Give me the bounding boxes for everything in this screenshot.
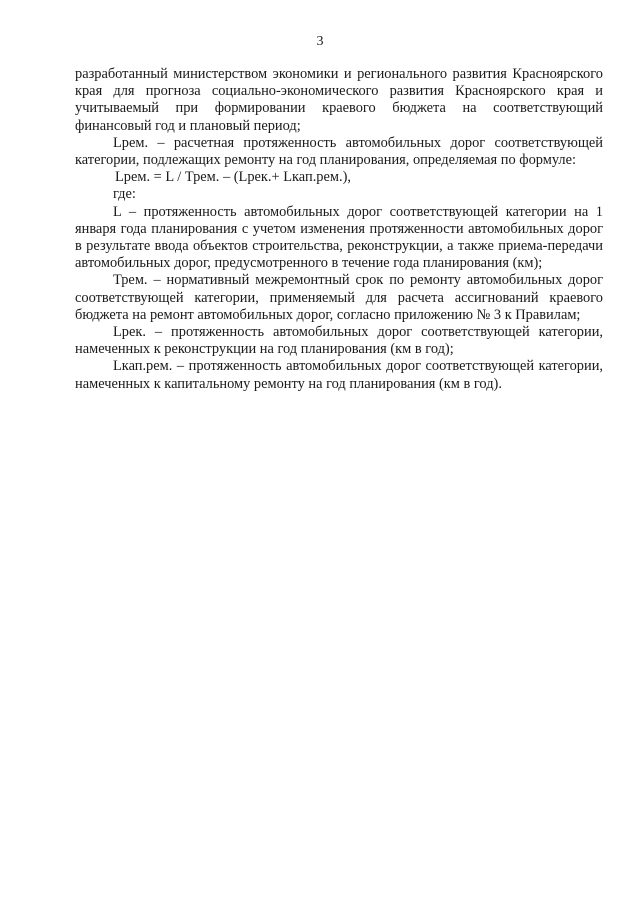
paragraph-l-definition: L – протяженность автомобильных дорог соответствующей категории на 1 января года планирования с учетом изменения протяженности автомобильных дорог в результате ввода объектов строительства, реконструкции, а также приема-передачи автомобильных дорог, предусмотренного в течение года планирования (км); xyxy=(75,203,603,272)
paragraph-intro: разработанный министерством экономики и регионального развития Красноярского края для прогноза социально-экономического развития Красноярского края и учитываемый при формировании краевого бюджета на соответствующий финансовый год и плановый период; xyxy=(75,66,603,134)
paragraph-trem-definition: Трем. – нормативный межремонтный срок по ремонту автомобильных дорог соответствующей категории, применяемый для расчета ассигнований краевого бюджета на ремонт автомобильных дорог, согласно приложению № 3 к Правилам; xyxy=(75,272,603,323)
paragraph-lrek-definition: Lрек. – протяженность автомобильных дорог соответствующей категории, намеченных к реконструкции на год планирования (км в год); xyxy=(75,324,603,358)
where-label: где: xyxy=(113,186,136,203)
page-number: 3 xyxy=(316,34,324,49)
formula: Lрем. = L / Трем. – (Lрек.+ Lкап.рем.), xyxy=(115,169,351,186)
document-body xyxy=(75,66,603,393)
paragraph-lkap-definition: Lкап.рем. – протяженность автомобильных дорог соответствующей категории, намеченных к капитальному ремонту на год планирования (км в год). xyxy=(75,358,603,392)
paragraph-lrem-definition: Lрем. – расчетная протяженность автомобильных дорог соответствующей категории, подлежащих ремонту на год планирования, определяемая по формуле: xyxy=(75,134,603,169)
